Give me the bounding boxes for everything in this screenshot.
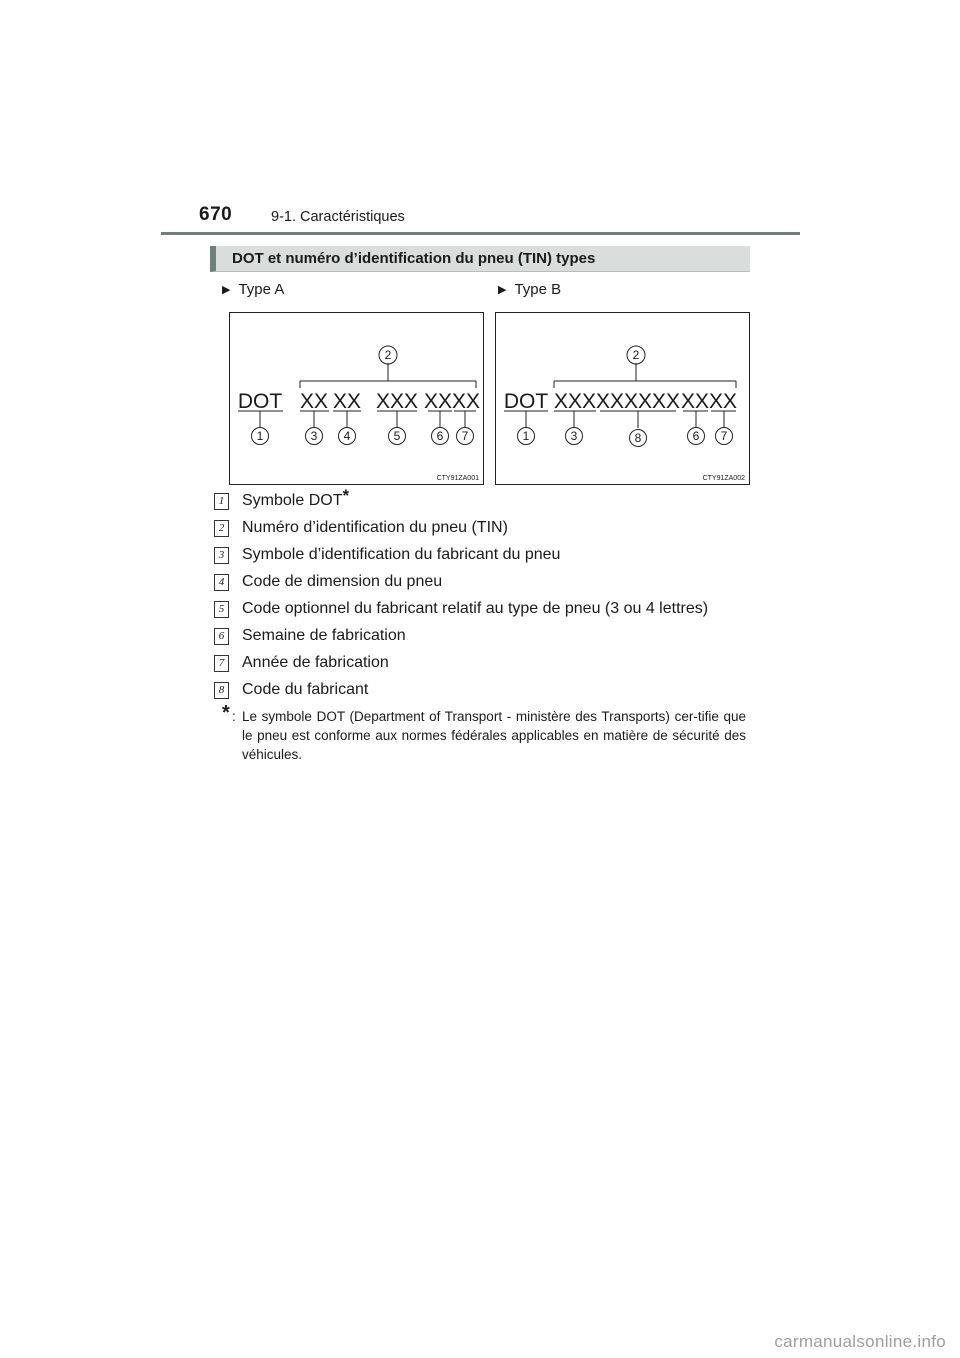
group-xxxx: XXXX xyxy=(680,390,738,413)
list-item xyxy=(214,571,754,598)
item-number-badge: 6 xyxy=(214,628,229,645)
triangle-right-icon: ▶ xyxy=(222,284,231,296)
legend-list xyxy=(214,485,754,706)
callout-1: 1 xyxy=(522,429,530,443)
footnote-text: Le symbole DOT (Department of Transport - ministère des Transports) cer-tifie que le pneu est conforme aux normes fédérales applicables en matière de sécurité des véhicules. xyxy=(242,709,746,762)
list-item xyxy=(214,625,754,652)
figure-code: CTY91ZA002 xyxy=(702,475,745,482)
callout-top: 2 xyxy=(632,348,640,362)
item-number-badge: 8 xyxy=(214,682,229,699)
group-xxx: XXX xyxy=(375,390,419,413)
figure-code: CTY91ZA001 xyxy=(436,475,479,482)
item-text: Année de fabrication xyxy=(242,654,389,671)
group-xxx: XXX xyxy=(553,390,597,413)
diagram-type-b xyxy=(495,312,750,485)
item-number-badge: 7 xyxy=(214,655,229,672)
group-dot: DOT xyxy=(503,390,549,413)
list-item xyxy=(214,598,754,625)
list-item xyxy=(214,544,754,571)
item-number-badge: 2 xyxy=(214,520,229,537)
callout-3: 3 xyxy=(570,429,578,443)
watermark: carmanualsonline.info xyxy=(774,1332,946,1351)
diagram-type-a xyxy=(229,312,484,485)
diagram-type-b-svg xyxy=(496,313,751,486)
header-rule xyxy=(161,232,800,235)
callout-3: 3 xyxy=(310,429,318,443)
callout-6: 6 xyxy=(436,429,444,443)
group-xxxxxx: XXXXXX xyxy=(595,390,681,413)
callout-8: 8 xyxy=(634,431,642,445)
item-number-badge: 3 xyxy=(214,547,229,564)
item-number-badge: 5 xyxy=(214,601,229,618)
group-xxxx: XXXX xyxy=(423,390,481,413)
type-b-label: ▶ Type B xyxy=(498,281,562,298)
section-title: DOT et numéro d’identification du pneu (TIN) types xyxy=(232,250,596,267)
type-a-label: ▶ Type A xyxy=(222,281,285,298)
list-item xyxy=(214,679,754,706)
callout-5: 5 xyxy=(393,429,401,443)
callout-top: 2 xyxy=(384,348,392,362)
item-text: Code de dimension du pneu xyxy=(242,573,443,590)
item-text: Symbole DOT xyxy=(242,492,343,509)
page-number: 670 xyxy=(199,204,233,225)
callout-1: 1 xyxy=(256,429,264,443)
item-number-badge: 1 xyxy=(214,493,229,510)
item-text: Code du fabricant xyxy=(242,681,369,698)
diagram-type-a-svg xyxy=(230,313,485,486)
callout-7: 7 xyxy=(720,429,728,443)
callout-7: 7 xyxy=(461,429,469,443)
item-text: Code optionnel du fabricant relatif au type de pneu (3 ou 4 lettres) xyxy=(242,600,709,617)
group-dot: DOT xyxy=(237,390,283,413)
list-item xyxy=(214,652,754,679)
item-text: Semaine de fabrication xyxy=(242,627,406,644)
list-item xyxy=(214,517,754,544)
footnote-star-icon: * xyxy=(222,702,230,724)
chapter-title: 9-1. Caractéristiques xyxy=(271,209,405,225)
footnote-colon: : xyxy=(232,709,236,724)
callout-4: 4 xyxy=(343,429,351,443)
section-heading xyxy=(210,246,750,272)
callout-6: 6 xyxy=(692,429,700,443)
footnote-star: * xyxy=(342,485,350,505)
item-text: Symbole d’identification du fabricant du pneu xyxy=(242,546,561,563)
group-xx-1: XX xyxy=(299,390,329,413)
triangle-right-icon: ▶ xyxy=(498,284,507,296)
footnote xyxy=(222,702,746,764)
item-text: Numéro d’identification du pneu (TIN) xyxy=(242,519,508,536)
group-xx-2: XX xyxy=(332,390,362,413)
item-number-badge: 4 xyxy=(214,574,229,591)
list-item xyxy=(214,485,754,517)
